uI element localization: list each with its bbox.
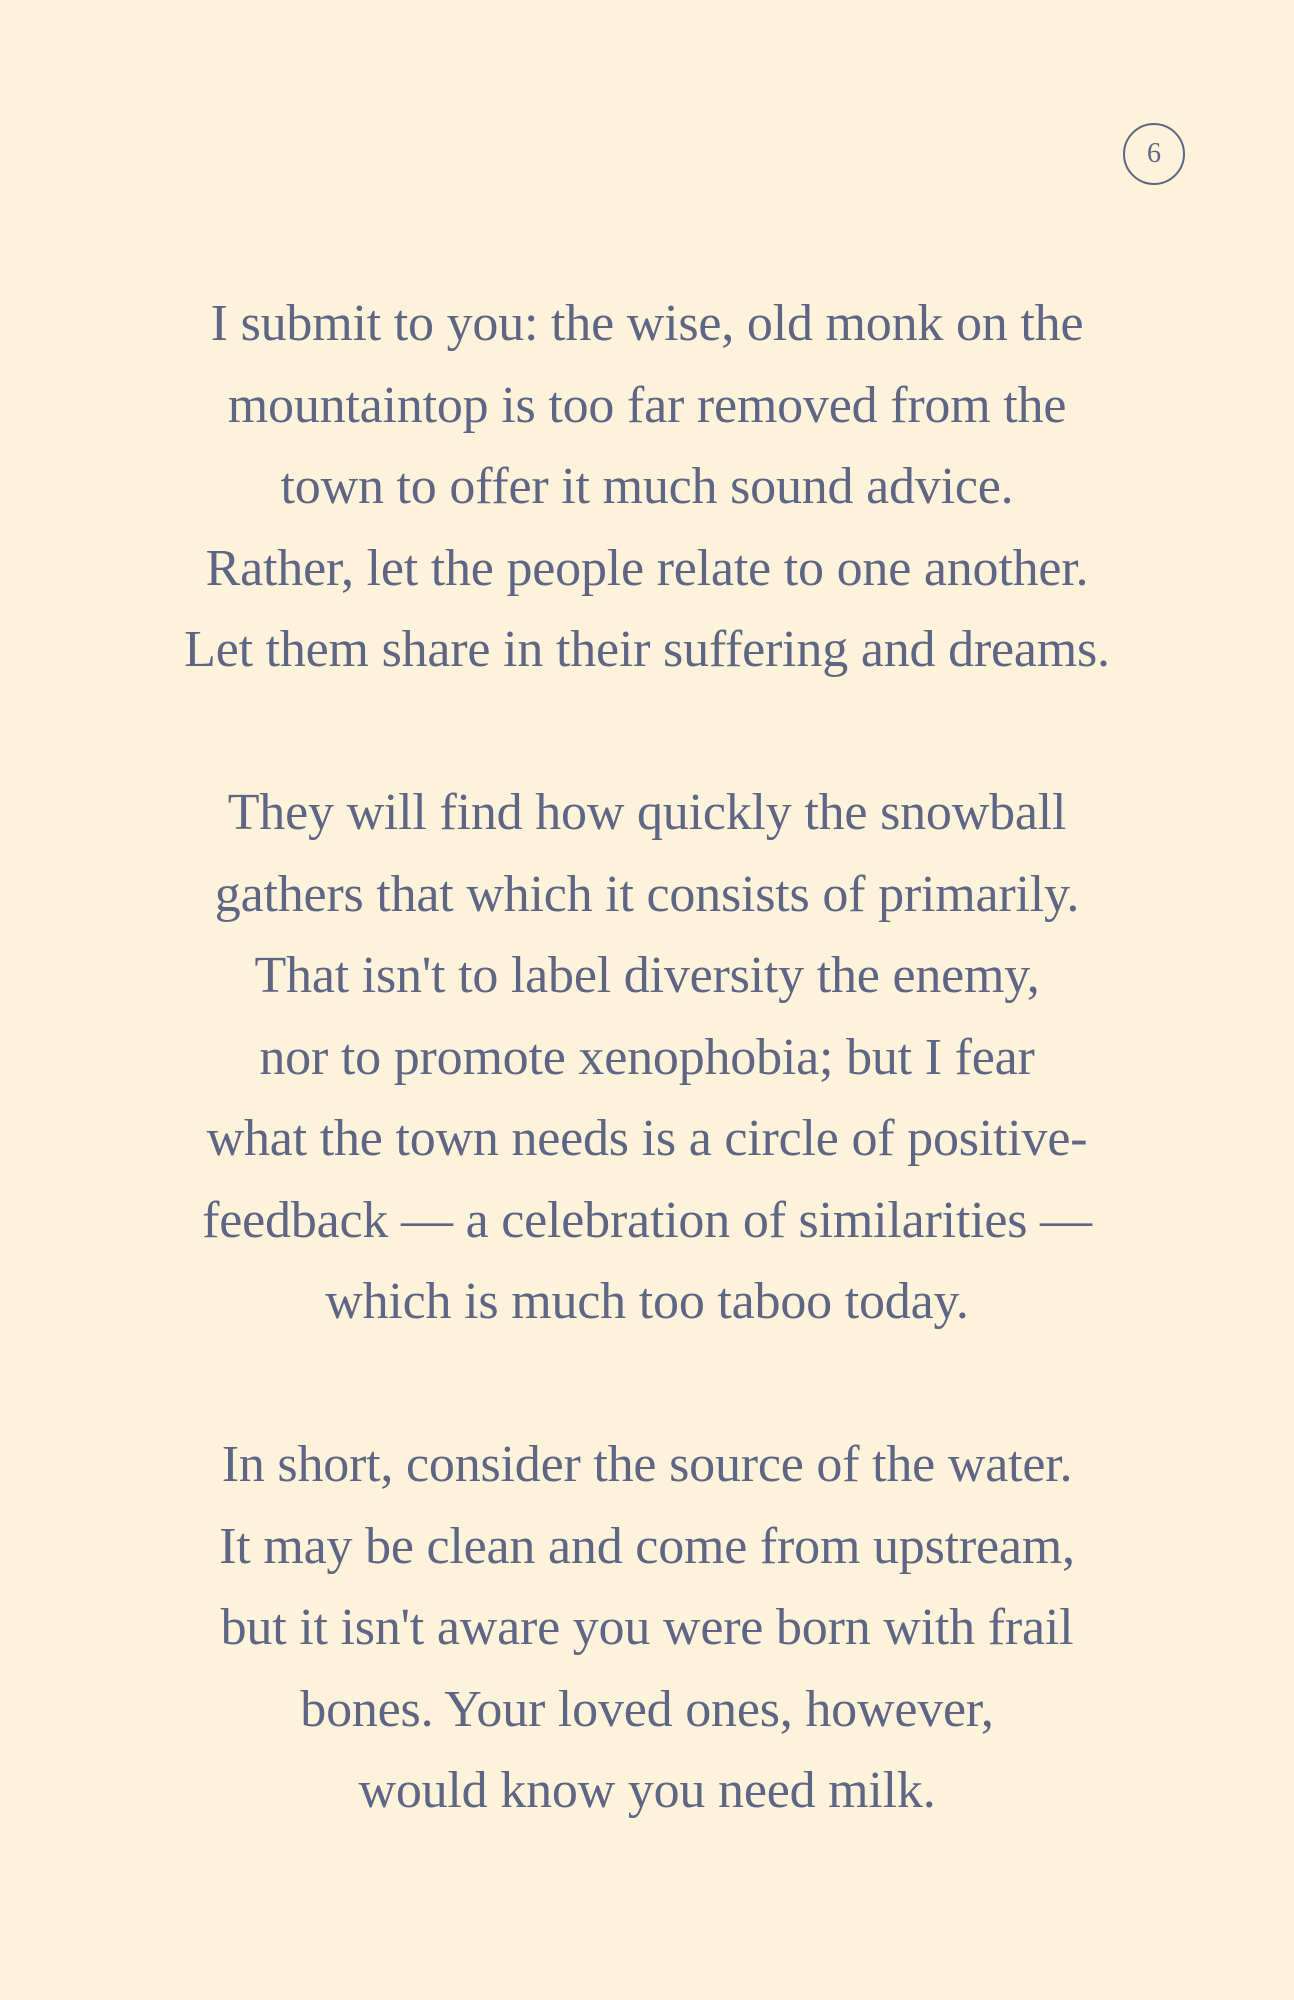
- paragraph-line: town to offer it much sound advice.: [280, 458, 1014, 515]
- page-number-badge: [1123, 123, 1185, 185]
- paragraph-line: gathers that which it consists of primarily.: [214, 865, 1080, 923]
- paragraph-line: It may be clean and come from upstream,: [219, 1517, 1075, 1575]
- paragraph-line: Let them share in their suffering and dreams.: [184, 621, 1110, 678]
- paragraph-line: mountaintop is too far removed from the: [227, 376, 1067, 434]
- paragraph-line: which is much too taboo today.: [325, 1273, 969, 1330]
- paragraph-line: bones. Your loved ones, however,: [300, 1680, 994, 1738]
- paragraph-line: Rather, let the people relate to one another.: [205, 539, 1089, 597]
- paragraph-line: They will find how quickly the snowball: [227, 784, 1067, 841]
- paragraph-line: would know you need milk.: [358, 1762, 936, 1819]
- paragraph-line: I submit to you: the wise, old monk on the: [210, 295, 1084, 352]
- paragraph-1: [0, 283, 1294, 691]
- paragraph-line: what the town needs is a circle of positive-: [206, 1110, 1088, 1167]
- paragraph-3: [0, 1424, 1294, 1832]
- paragraph-line: That isn't to label diversity the enemy,: [254, 947, 1040, 1004]
- paragraph-line: nor to promote xenophobia; but I fear: [259, 1028, 1035, 1086]
- page-number: 6: [1147, 138, 1161, 169]
- paragraph-line: feedback — a celebration of similarities —: [202, 1191, 1092, 1249]
- poem-body: [0, 283, 1294, 1832]
- paragraph-line: but it isn't aware you were born with frail: [220, 1599, 1074, 1656]
- paragraph-2: [0, 772, 1294, 1343]
- paragraph-line: In short, consider the source of the water.: [221, 1436, 1073, 1493]
